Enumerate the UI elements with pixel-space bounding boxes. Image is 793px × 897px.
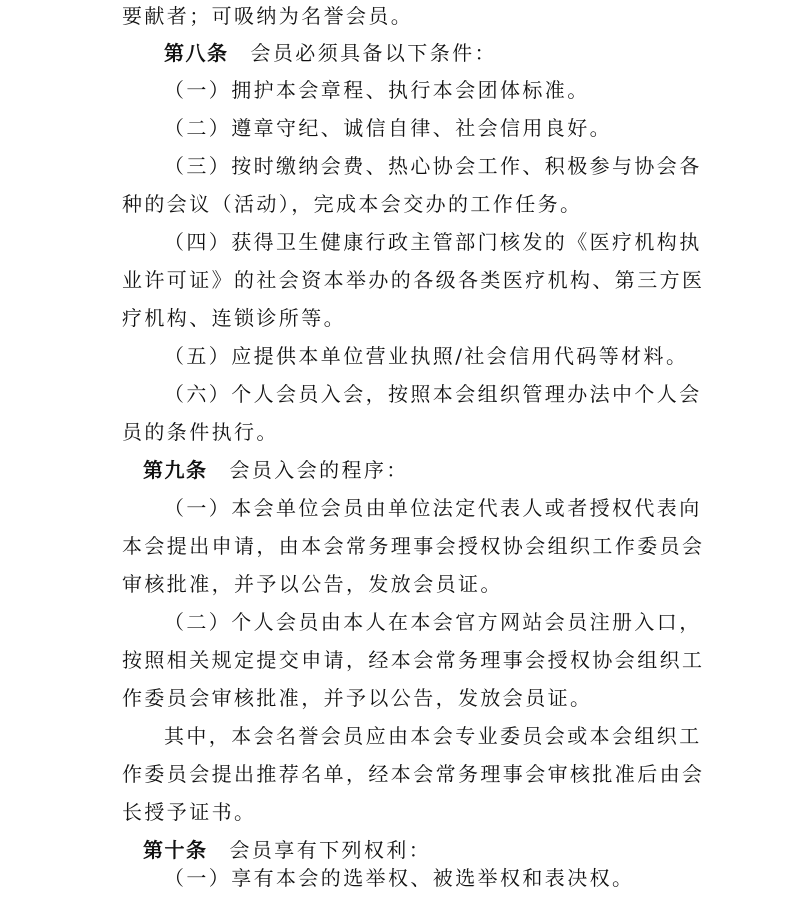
line-text: 按照相关规定提交申请，经本会常务理事会授权协会组织工 — [122, 648, 705, 672]
article-number: 第八条 — [164, 41, 229, 65]
paragraph-line — [0, 262, 793, 299]
article-number: 第十条 — [143, 838, 208, 862]
paragraph-line — [0, 414, 793, 451]
line-text: 疗机构、连锁诊所等。 — [122, 306, 346, 330]
paragraph-line — [0, 604, 793, 641]
line-text: 要献者；可吸纳为名誉会员。 — [122, 4, 414, 28]
paragraph-line — [0, 680, 793, 717]
paragraph-line — [0, 110, 793, 147]
line-text: （三）按时缴纳会费、热心协会工作、积极参与协会各 — [164, 154, 702, 178]
line-text: 其中，本会名誉会员应由本会专业委员会或本会组织工 — [164, 724, 702, 748]
paragraph-line — [0, 148, 793, 185]
line-text: 员的条件执行。 — [122, 420, 279, 444]
line-text: 本会提出申请，由本会常务理事会授权协会组织工作委员会 — [122, 534, 705, 558]
line-text: （四）获得卫生健康行政主管部门核发的《医疗机构执 — [164, 230, 702, 254]
line-text: （五）应提供本单位营业执照/社会信用代码等材料。 — [164, 344, 689, 368]
paragraph-line — [0, 718, 793, 755]
paragraph-line — [0, 300, 793, 337]
paragraph-line — [0, 860, 793, 897]
line-text: 作委员会提出推荐名单，经本会常务理事会审核批准后由会 — [122, 762, 705, 786]
paragraph-line — [0, 528, 793, 565]
line-text: 作委员会审核批准，并予以公告，发放会员证。 — [122, 686, 593, 710]
line-text: （一）拥护本会章程、执行本会团体标准。 — [164, 78, 590, 102]
article-title: 会员享有下列权利： — [229, 838, 432, 862]
line-text: （一）享有本会的选举权、被选举权和表决权。 — [164, 866, 635, 890]
paragraph-line — [0, 72, 793, 109]
paragraph-line — [0, 224, 793, 261]
line-text: （二）个人会员由本人在本会官方网站会员注册入口， — [164, 610, 702, 634]
paragraph-line — [0, 186, 793, 223]
line-text: （六）个人会员入会，按照本会组织管理办法中个人会 — [164, 382, 702, 406]
paragraph-line — [0, 0, 793, 35]
article-number: 第九条 — [143, 458, 208, 482]
line-text: 长授予证书。 — [122, 800, 257, 824]
article-title: 会员入会的程序： — [229, 458, 409, 482]
line-text: （二）遵章守纪、诚信自律、社会信用良好。 — [164, 116, 612, 140]
paragraph-line — [0, 490, 793, 527]
paragraph-line — [0, 566, 793, 603]
line-text: 种的会议（活动），完成本会交办的工作任务。 — [122, 192, 583, 216]
paragraph-line — [0, 642, 793, 679]
line-text: 审核批准，并予以公告，发放会员证。 — [122, 572, 503, 596]
article-title: 会员必须具备以下条件： — [250, 41, 497, 65]
paragraph-line — [0, 756, 793, 793]
line-text: 业许可证》的社会资本举办的各级各类医疗机构、第三方医 — [122, 268, 705, 292]
paragraph-line — [0, 376, 793, 413]
paragraph-line — [0, 794, 793, 831]
line-text: （一）本会单位会员由单位法定代表人或者授权代表向 — [164, 496, 702, 520]
article-heading-nine — [0, 452, 793, 489]
article-heading-eight — [0, 35, 793, 72]
paragraph-line — [0, 338, 793, 375]
